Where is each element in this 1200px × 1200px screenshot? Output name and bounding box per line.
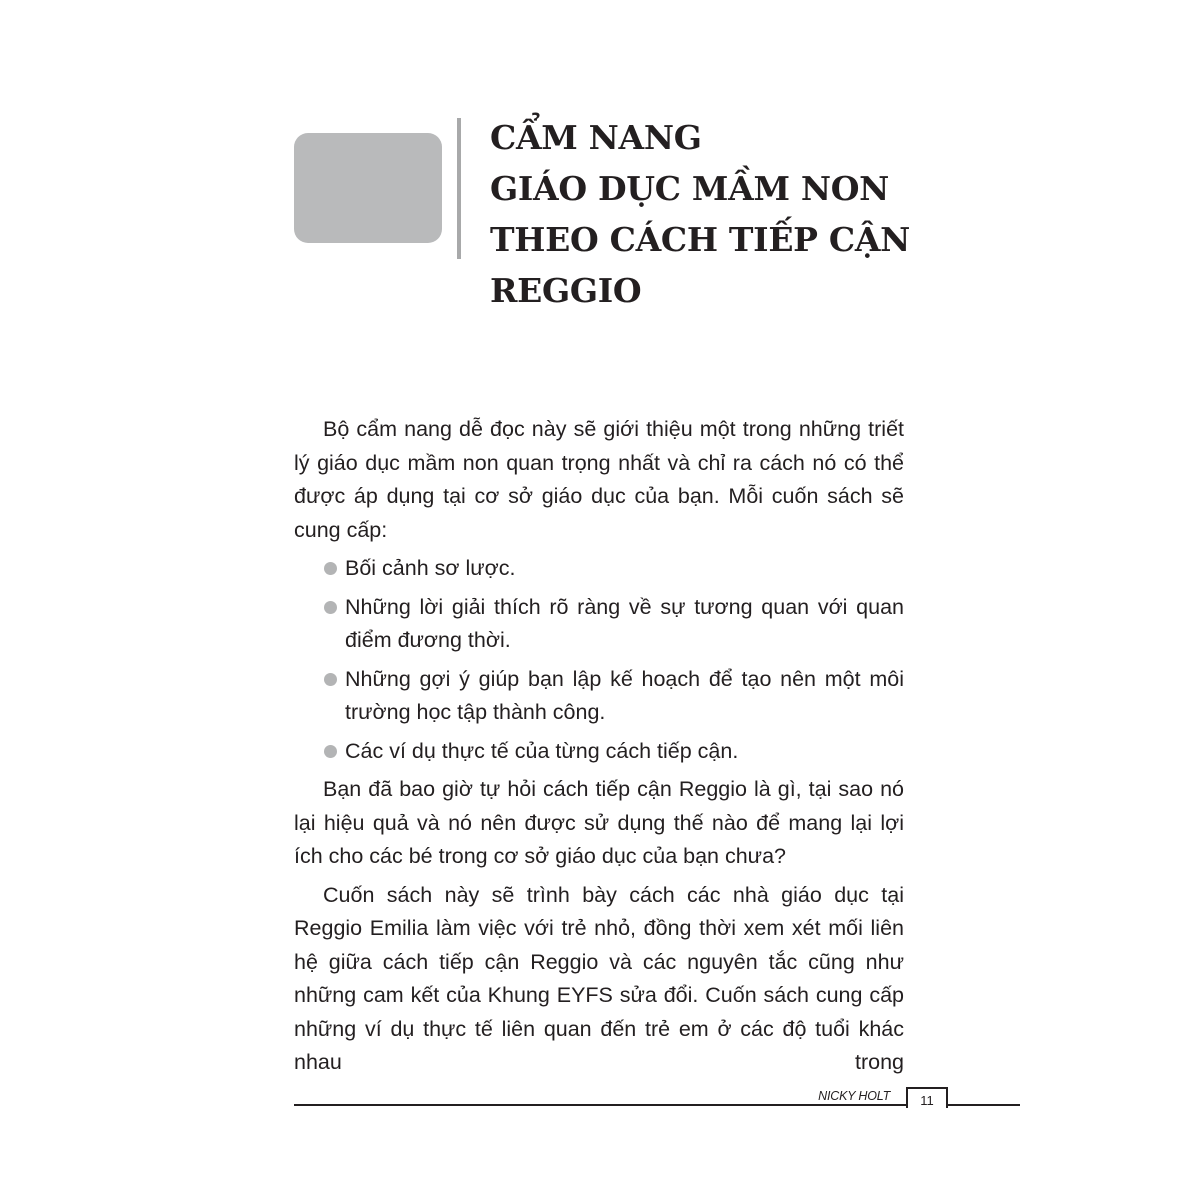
running-footer-author: NICKY HOLT	[818, 1089, 890, 1103]
paragraph-book-content: Cuốn sách này sẽ trình bày cách các nhà giáo dục tại Reggio Emilia làm việc với trẻ nhỏ, đồng thời xem xét mối liên hệ giữa cách tiếp cận Reggio và các nguyên tắc cũng như những cam kết của Khung EYFS sửa đổi. Cuốn sách cung cấp những ví dụ thực tế liên quan đến trẻ em ở các độ tuổi khác nhau trong	[294, 882, 904, 1074]
bullet-dot-icon	[324, 562, 337, 575]
title-line: THEO CÁCH TIẾP CẬN	[490, 220, 911, 259]
title-line: CẨM NANG	[490, 118, 702, 157]
list-item	[294, 552, 904, 586]
list-item-text: Các ví dụ thực tế của từng cách tiếp cận.	[345, 738, 739, 763]
feature-list	[294, 552, 904, 768]
list-item	[294, 663, 904, 730]
list-item	[294, 735, 904, 769]
list-item	[294, 591, 904, 658]
title-vertical-rule	[457, 118, 461, 259]
page-number: 11	[906, 1087, 948, 1108]
title-line: REGGIO	[490, 271, 642, 310]
list-item-text: Bối cảnh sơ lược.	[345, 556, 516, 580]
bullet-dot-icon	[324, 673, 337, 686]
chapter-title	[490, 112, 1010, 316]
list-item-text: Những gợi ý giúp bạn lập kế hoạch để tạo nên một môi trường học tập thành công.	[345, 666, 904, 724]
body-text	[294, 413, 904, 1085]
footer-rule	[946, 1104, 1020, 1106]
title-line: GIÁO DỤC MẦM NON	[490, 169, 890, 208]
intro-paragraph: Bộ cẩm nang dễ đọc này sẽ giới thiệu một trong những triết lý giáo dục mầm non quan trọng nhất và chỉ ra cách nó có thể được áp dụng tại cơ sở giáo dục của bạn. Mỗi cuốn sách sẽ cung cấp:	[294, 417, 904, 542]
footer-rule	[294, 1104, 906, 1106]
list-item-text: Những lời giải thích rõ ràng về sự tương quan với quan điểm đương thời.	[345, 594, 904, 652]
decorative-grey-block	[294, 133, 442, 243]
bullet-dot-icon	[324, 745, 337, 758]
bullet-dot-icon	[324, 601, 337, 614]
paragraph-reggio-question: Bạn đã bao giờ tự hỏi cách tiếp cận Reggio là gì, tại sao nó lại hiệu quả và nó nên được sử dụng thế nào để mang lại lợi ích cho các bé trong cơ sở giáo dục của bạn chưa?	[294, 777, 904, 868]
